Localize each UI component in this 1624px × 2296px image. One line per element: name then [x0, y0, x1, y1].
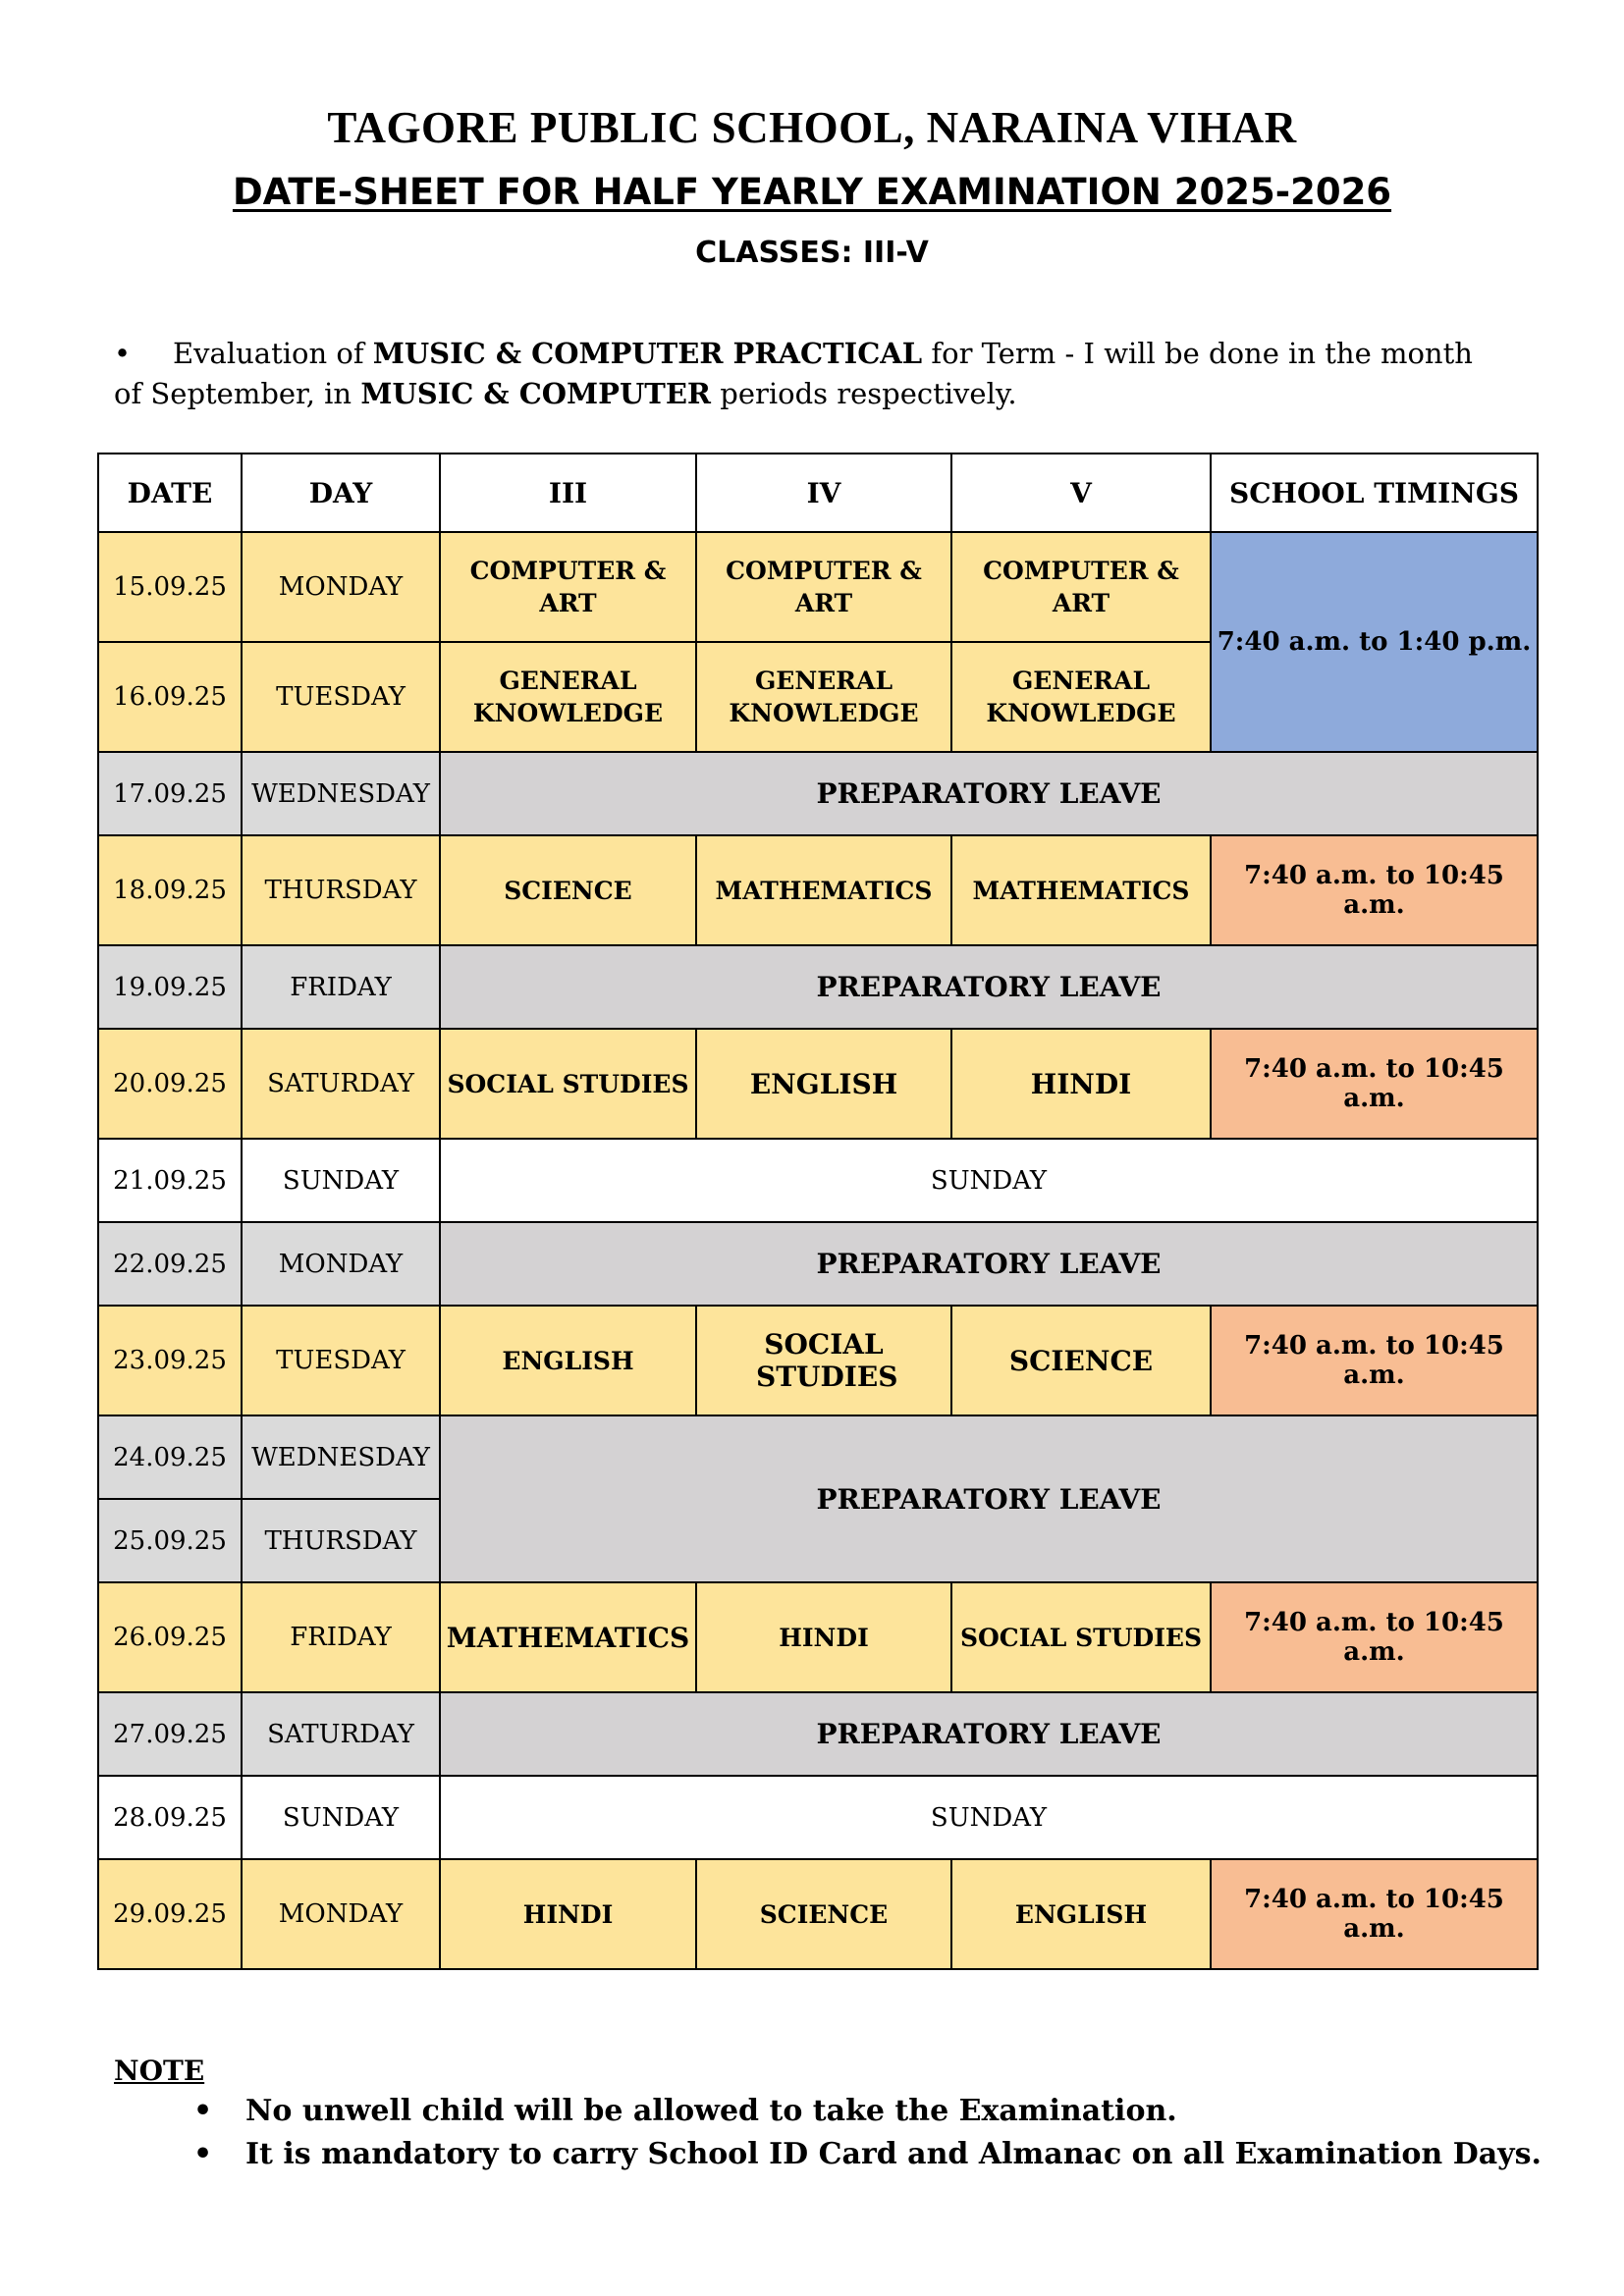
sunday-cell: SUNDAY — [440, 1776, 1538, 1859]
subject-cell-iv: ENGLISH — [696, 1029, 951, 1139]
subject-cell-v: SOCIAL STUDIES — [951, 1582, 1211, 1692]
date-cell: 18.09.25 — [98, 835, 242, 945]
timing-cell: 7:40 a.m. to 1:40 p.m. — [1211, 532, 1538, 752]
table-row — [98, 1415, 1538, 1499]
note-item — [193, 2137, 1542, 2171]
subject-cell-v: GENERAL KNOWLEDGE — [951, 642, 1211, 752]
preparatory-leave-cell: PREPARATORY LEAVE — [440, 1222, 1538, 1306]
timing-cell: 7:40 a.m. to 10:45 a.m. — [1211, 1029, 1538, 1139]
subject-cell-v: SCIENCE — [951, 1306, 1211, 1415]
subject-cell-iv: SCIENCE — [696, 1859, 951, 1969]
header-date: DATE — [98, 454, 242, 532]
table-row — [98, 1859, 1538, 1969]
day-cell: MONDAY — [242, 1859, 440, 1969]
subject-cell-iii: GENERAL KNOWLEDGE — [440, 642, 696, 752]
header-school-timings: SCHOOL TIMINGS — [1211, 454, 1538, 532]
intro-bold: MUSIC & COMPUTER — [360, 377, 712, 410]
preparatory-leave-cell: PREPARATORY LEAVE — [440, 1692, 1538, 1776]
table-row — [98, 1582, 1538, 1692]
school-name: TAGORE PUBLIC SCHOOL, NARAINA VIHAR — [327, 103, 1297, 152]
date-cell: 22.09.25 — [98, 1222, 242, 1306]
date-cell: 27.09.25 — [98, 1692, 242, 1776]
bullet-icon: • — [193, 2094, 213, 2128]
subject-cell-iii: COMPUTER & ART — [440, 532, 696, 642]
subject-cell-v: COMPUTER & ART — [951, 532, 1211, 642]
date-cell: 16.09.25 — [98, 642, 242, 752]
day-cell: MONDAY — [242, 1222, 440, 1306]
intro-paragraph — [114, 334, 1508, 414]
bullet-icon: • — [193, 2137, 213, 2171]
date-cell: 28.09.25 — [98, 1776, 242, 1859]
table-row — [98, 1692, 1538, 1776]
note-text: It is mandatory to carry School ID Card and Almanac on all Examination Days. — [245, 2137, 1542, 2171]
subject-cell-iv: COMPUTER & ART — [696, 532, 951, 642]
header-class-iii: III — [440, 454, 696, 532]
day-cell: WEDNESDAY — [242, 1415, 440, 1499]
timing-cell: 7:40 a.m. to 10:45 a.m. — [1211, 835, 1538, 945]
subject-cell-iv: MATHEMATICS — [696, 835, 951, 945]
datesheet-title: DATE-SHEET FOR HALF YEARLY EXAMINATION 2025-2026 — [232, 171, 1392, 213]
day-cell: SUNDAY — [242, 1139, 440, 1222]
header-day: DAY — [242, 454, 440, 532]
subject-cell-iv: GENERAL KNOWLEDGE — [696, 642, 951, 752]
preparatory-leave-cell: PREPARATORY LEAVE — [440, 752, 1538, 835]
date-cell: 21.09.25 — [98, 1139, 242, 1222]
subject-cell-v: MATHEMATICS — [951, 835, 1211, 945]
table-row — [98, 835, 1538, 945]
date-cell: 26.09.25 — [98, 1582, 242, 1692]
subject-cell-v: HINDI — [951, 1029, 1211, 1139]
subject-cell-iii: SOCIAL STUDIES — [440, 1029, 696, 1139]
intro-text: periods respectively. — [711, 377, 1017, 410]
day-cell: TUESDAY — [242, 1306, 440, 1415]
subject-cell-iii: HINDI — [440, 1859, 696, 1969]
day-cell: SATURDAY — [242, 1029, 440, 1139]
subject-cell-iii: ENGLISH — [440, 1306, 696, 1415]
day-cell: MONDAY — [242, 532, 440, 642]
day-cell: THURSDAY — [242, 835, 440, 945]
table-row — [98, 945, 1538, 1029]
timing-cell: 7:40 a.m. to 10:45 a.m. — [1211, 1859, 1538, 1969]
date-cell: 24.09.25 — [98, 1415, 242, 1499]
subject-cell-iv: SOCIAL STUDIES — [696, 1306, 951, 1415]
subject-cell-iii: MATHEMATICS — [440, 1582, 696, 1692]
date-cell: 15.09.25 — [98, 532, 242, 642]
day-cell: SUNDAY — [242, 1776, 440, 1859]
table-header-row — [98, 454, 1538, 532]
subject-cell-v: ENGLISH — [951, 1859, 1211, 1969]
note-text: No unwell child will be allowed to take the Examination. — [245, 2094, 1177, 2128]
timing-cell: 7:40 a.m. to 10:45 a.m. — [1211, 1306, 1538, 1415]
date-cell: 19.09.25 — [98, 945, 242, 1029]
bullet-icon: • — [114, 337, 132, 370]
date-cell: 20.09.25 — [98, 1029, 242, 1139]
day-cell: WEDNESDAY — [242, 752, 440, 835]
header-class-iv: IV — [696, 454, 951, 532]
subject-cell-iv: HINDI — [696, 1582, 951, 1692]
table-row — [98, 532, 1538, 642]
table-row — [98, 1139, 1538, 1222]
table-row — [98, 1306, 1538, 1415]
table-row — [98, 1222, 1538, 1306]
day-cell: FRIDAY — [242, 1582, 440, 1692]
table-row — [98, 752, 1538, 835]
preparatory-leave-cell: PREPARATORY LEAVE — [440, 945, 1538, 1029]
subject-cell-iii: SCIENCE — [440, 835, 696, 945]
day-cell: SATURDAY — [242, 1692, 440, 1776]
timing-cell: 7:40 a.m. to 10:45 a.m. — [1211, 1582, 1538, 1692]
intro-text: Evaluation of — [173, 337, 373, 370]
classes-label: CLASSES: III-V — [695, 236, 929, 270]
table-row — [98, 1029, 1538, 1139]
table-row — [98, 1776, 1538, 1859]
intro-bold: MUSIC & COMPUTER PRACTICAL — [372, 337, 923, 370]
date-cell: 17.09.25 — [98, 752, 242, 835]
date-cell: 23.09.25 — [98, 1306, 242, 1415]
header-class-v: V — [951, 454, 1211, 532]
preparatory-leave-cell: PREPARATORY LEAVE — [440, 1415, 1538, 1582]
note-heading: NOTE — [114, 2055, 205, 2087]
day-cell: FRIDAY — [242, 945, 440, 1029]
sunday-cell: SUNDAY — [440, 1139, 1538, 1222]
date-cell: 29.09.25 — [98, 1859, 242, 1969]
day-cell: THURSDAY — [242, 1499, 440, 1582]
intro-text: for Term - I will be done in the month of September, in — [114, 337, 1473, 410]
date-cell: 25.09.25 — [98, 1499, 242, 1582]
day-cell: TUESDAY — [242, 642, 440, 752]
note-item — [193, 2094, 1177, 2128]
datesheet-table — [97, 453, 1539, 1970]
